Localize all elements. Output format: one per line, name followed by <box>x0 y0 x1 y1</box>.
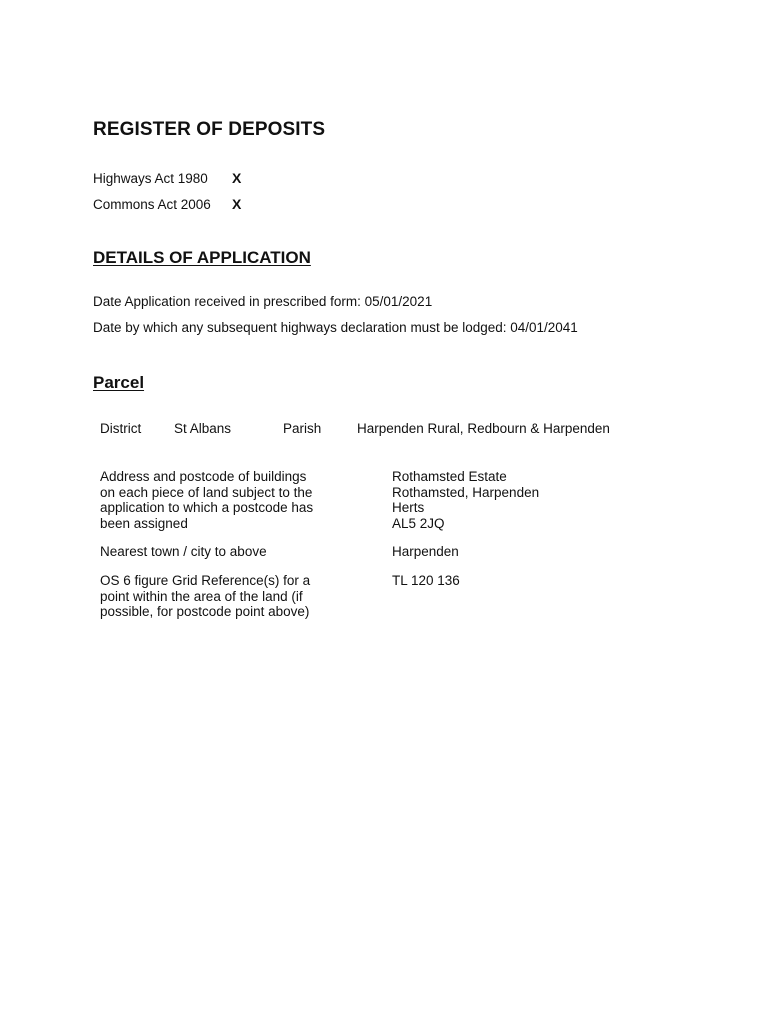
address-value <box>392 469 632 531</box>
district-label: District <box>100 421 142 436</box>
address-label-line: been assigned <box>100 515 188 531</box>
address-label-line: on each piece of land subject to the <box>100 484 313 500</box>
page-title: REGISTER OF DEPOSITS <box>93 119 326 140</box>
grid-label-line: OS 6 figure Grid Reference(s) for a <box>100 573 311 588</box>
district-value: St Albans <box>174 421 232 436</box>
parish-value: Harpenden Rural, Redbourn & Harpenden <box>357 421 610 436</box>
parcel-heading: Parcel <box>93 373 145 392</box>
details-heading: DETAILS OF APPLICATION <box>93 248 311 267</box>
address-value-line: Herts <box>392 500 425 515</box>
act-mark: X <box>232 196 242 212</box>
address-label-line: Address and postcode of buildings <box>100 469 307 484</box>
address-value-line: AL5 2JQ <box>392 515 445 531</box>
date-received: Date Application received in prescribed form: 05/01/2021 <box>93 294 433 309</box>
grid-label-line: possible, for postcode point above) <box>100 604 310 619</box>
address-value-line: Rothamsted Estate <box>392 469 507 484</box>
grid-reference-label <box>100 573 340 620</box>
nearest-town-label: Nearest town / city to above <box>100 544 267 559</box>
address-label <box>100 469 340 531</box>
act-mark: X <box>232 170 242 186</box>
act-label: Highways Act 1980 <box>93 171 208 186</box>
parish-label: Parish <box>283 421 322 436</box>
act-row-commons <box>93 196 241 212</box>
act-row-highways <box>93 170 241 186</box>
grid-label-line: point within the area of the land (if <box>100 588 303 604</box>
address-label-line: application to which a postcode has <box>100 500 314 515</box>
nearest-town-value: Harpenden <box>392 544 459 559</box>
grid-reference-value: TL 120 136 <box>392 573 460 588</box>
address-value-line: Rothamsted, Harpenden <box>392 484 540 500</box>
act-label: Commons Act 2006 <box>93 197 211 212</box>
date-declaration: Date by which any subsequent highways declaration must be lodged: 04/01/2041 <box>93 320 578 335</box>
